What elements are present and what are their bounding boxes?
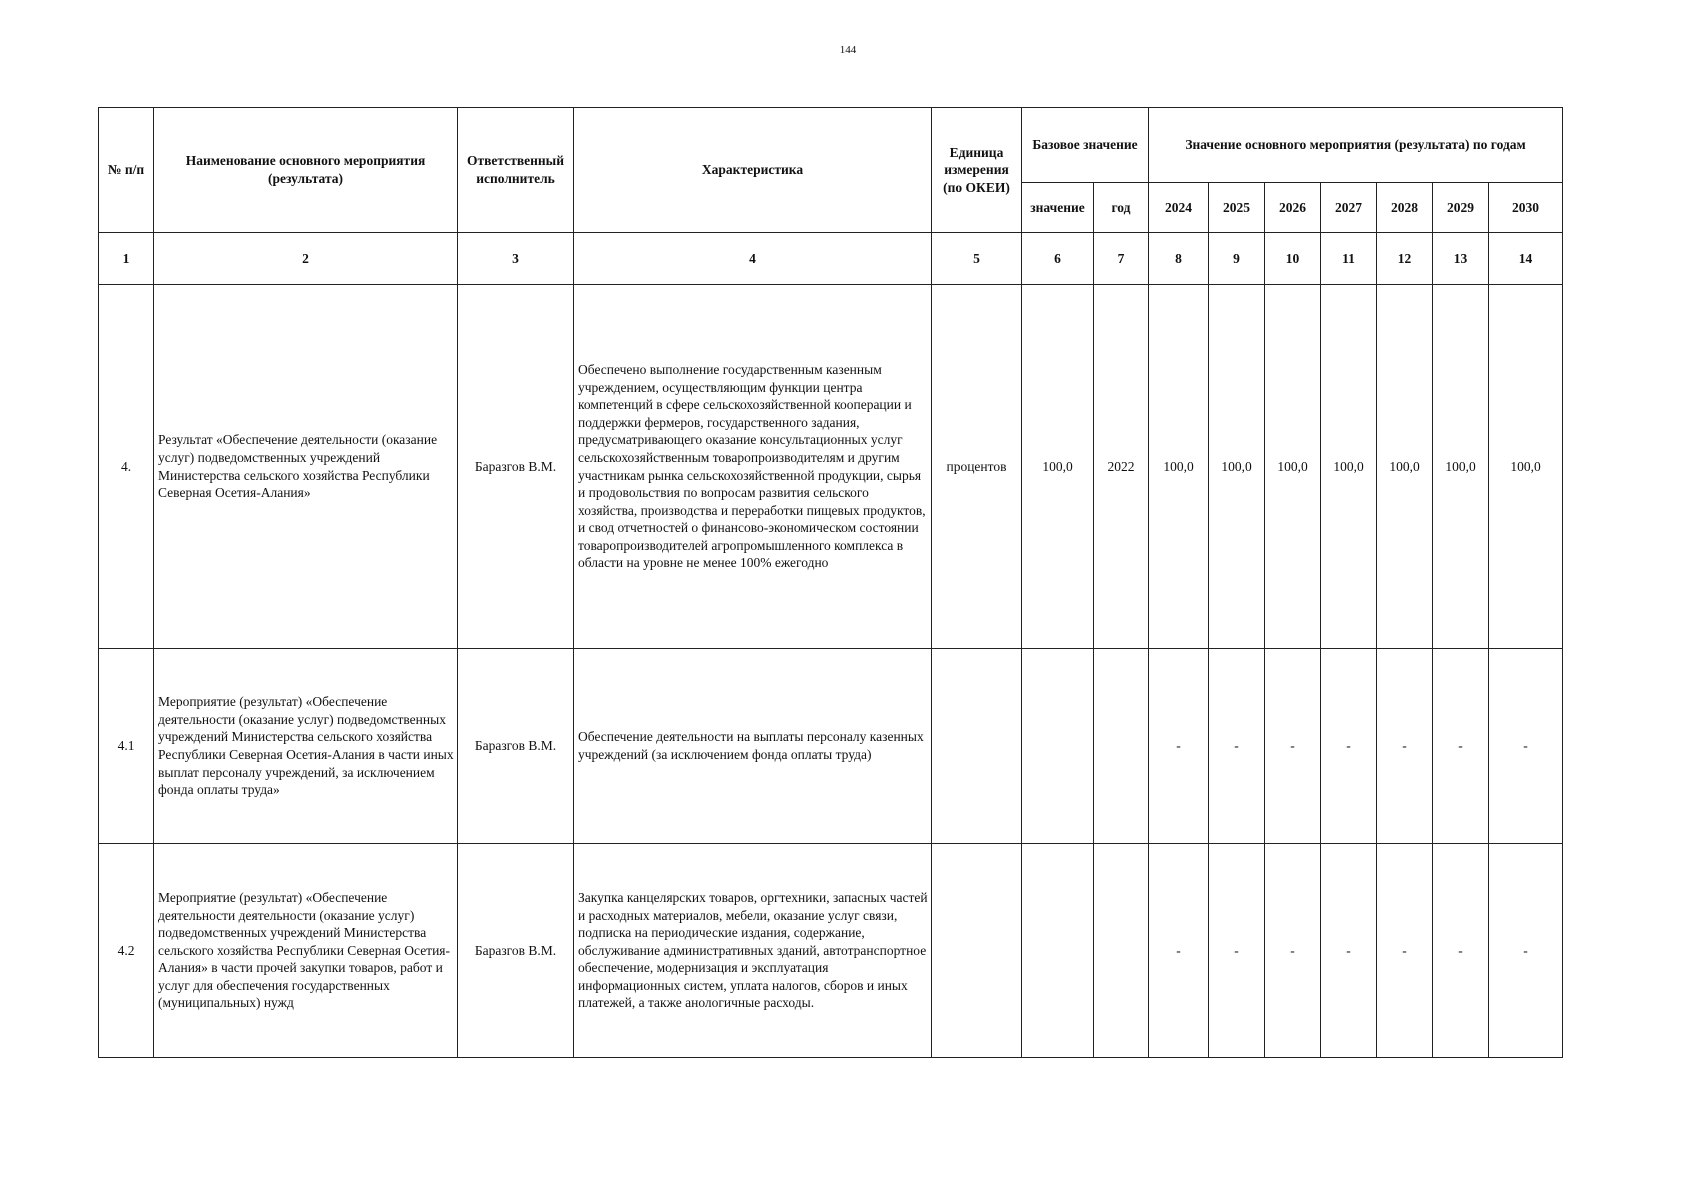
row-value-2027: - <box>1321 844 1377 1058</box>
row-value-2027: 100,0 <box>1321 285 1377 649</box>
row-value-2029: - <box>1433 844 1489 1058</box>
header-responsible: Ответственный исполнитель <box>458 108 574 233</box>
header-unit: Единица измерения (по ОКЕИ) <box>932 108 1022 233</box>
column-number: 2 <box>154 233 458 285</box>
column-number: 7 <box>1094 233 1149 285</box>
header-name: Наименование основного мероприятия (результата) <box>154 108 458 233</box>
header-year-2029: 2029 <box>1433 183 1489 233</box>
header-num: № п/п <box>99 108 154 233</box>
results-table <box>98 107 1563 1058</box>
row-base-value <box>1022 844 1094 1058</box>
row-value-2028: - <box>1377 649 1433 844</box>
row-base-value: 100,0 <box>1022 285 1094 649</box>
column-number: 3 <box>458 233 574 285</box>
column-number: 6 <box>1022 233 1094 285</box>
row-value-2030: - <box>1489 844 1563 1058</box>
row-characteristic: Обеспечение деятельности на выплаты персоналу казенных учреждений (за исключением фонда оплаты труда) <box>574 649 932 844</box>
header-year-2025: 2025 <box>1209 183 1265 233</box>
row-value-2029: 100,0 <box>1433 285 1489 649</box>
header-year: год <box>1094 183 1149 233</box>
header-base-value: Базовое значение <box>1022 108 1149 183</box>
row-value-2030: 100,0 <box>1489 285 1563 649</box>
row-value-2026: - <box>1265 844 1321 1058</box>
row-value-2025: - <box>1209 844 1265 1058</box>
row-base-year: 2022 <box>1094 285 1149 649</box>
row-value-2024: - <box>1149 649 1209 844</box>
row-unit <box>932 649 1022 844</box>
page-number: 144 <box>839 44 857 56</box>
row-value-2027: - <box>1321 649 1377 844</box>
row-responsible: Баразгов В.М. <box>458 649 574 844</box>
header-value: значение <box>1022 183 1094 233</box>
table-row <box>99 844 1563 1058</box>
column-number: 11 <box>1321 233 1377 285</box>
header-year-2027: 2027 <box>1321 183 1377 233</box>
header-characteristic: Характеристика <box>574 108 932 233</box>
row-value-2028: - <box>1377 844 1433 1058</box>
column-number: 14 <box>1489 233 1563 285</box>
row-num: 4.1 <box>99 649 154 844</box>
header-year-2024: 2024 <box>1149 183 1209 233</box>
column-number: 8 <box>1149 233 1209 285</box>
row-value-2024: - <box>1149 844 1209 1058</box>
row-value-2026: - <box>1265 649 1321 844</box>
column-number: 1 <box>99 233 154 285</box>
row-value-2028: 100,0 <box>1377 285 1433 649</box>
table-row <box>99 649 1563 844</box>
column-number: 10 <box>1265 233 1321 285</box>
column-number-row <box>99 233 1563 285</box>
row-value-2025: 100,0 <box>1209 285 1265 649</box>
column-number: 13 <box>1433 233 1489 285</box>
row-characteristic: Закупка канцелярских товаров, оргтехники, запасных частей и расходных материалов, мебели, оказание услуг связи, подписка на периодические издания, содержание, обслуживание административных зданий, автотранспортное обеспечение, модернизация и эксплуатация информационных систем, уплата налогов, сборов и иных платежей, а также анологичные расходы. <box>574 844 932 1058</box>
table-row <box>99 285 1563 649</box>
row-num: 4. <box>99 285 154 649</box>
row-base-year <box>1094 649 1149 844</box>
row-value-2024: 100,0 <box>1149 285 1209 649</box>
row-base-year <box>1094 844 1149 1058</box>
row-value-2030: - <box>1489 649 1563 844</box>
row-base-value <box>1022 649 1094 844</box>
header-year-2026: 2026 <box>1265 183 1321 233</box>
header-yearly-values: Значение основного мероприятия (результата) по годам <box>1149 108 1563 183</box>
header-row-top <box>99 108 1563 183</box>
row-num: 4.2 <box>99 844 154 1058</box>
row-responsible: Баразгов В.М. <box>458 285 574 649</box>
column-number: 4 <box>574 233 932 285</box>
row-unit: процентов <box>932 285 1022 649</box>
row-value-2025: - <box>1209 649 1265 844</box>
column-number: 12 <box>1377 233 1433 285</box>
row-unit <box>932 844 1022 1058</box>
row-characteristic: Обеспечено выполнение государственным казенным учреждением, осуществляющим функции центра компетенций в сфере сельскохозяйственной кооперации и поддержки фермеров, государственного задания, предусматривающего оказание консультационных услуг сельскохозяйственным товаропроизводителям и другим участникам рынка сельскохозяйственной продукции, сырья и продовольствия по вопросам развития сельского хозяйства, производства и переработки пищевых продуктов, и свод отчетностей о финансово-экономическом состоянии товаропроизводителей агропромышленного комплекса в области на уровне не менее 100% ежегодно <box>574 285 932 649</box>
row-name: Результат «Обеспечение деятельности (оказание услуг) подведомственных учреждений Министерства сельского хозяйства Республики Северная Осетия-Алания» <box>154 285 458 649</box>
row-name: Мероприятие (результат) «Обеспечение деятельности (оказание услуг) подведомственных учреждений Министерства сельского хозяйства Республики Северная Осетия-Алания в части иных выплат персоналу учреждений, за исключением фонда оплаты труда» <box>154 649 458 844</box>
row-value-2029: - <box>1433 649 1489 844</box>
column-number: 5 <box>932 233 1022 285</box>
header-year-2030: 2030 <box>1489 183 1563 233</box>
header-year-2028: 2028 <box>1377 183 1433 233</box>
row-responsible: Баразгов В.М. <box>458 844 574 1058</box>
column-number: 9 <box>1209 233 1265 285</box>
row-value-2026: 100,0 <box>1265 285 1321 649</box>
row-name: Мероприятие (результат) «Обеспечение деятельности деятельности (оказание услуг) подведомственных учреждений Министерства сельского хозяйства Республики Северная Осетия-Алания» в части прочей закупки товаров, работ и услуг для обеспечения государственных (муниципальных) нужд <box>154 844 458 1058</box>
